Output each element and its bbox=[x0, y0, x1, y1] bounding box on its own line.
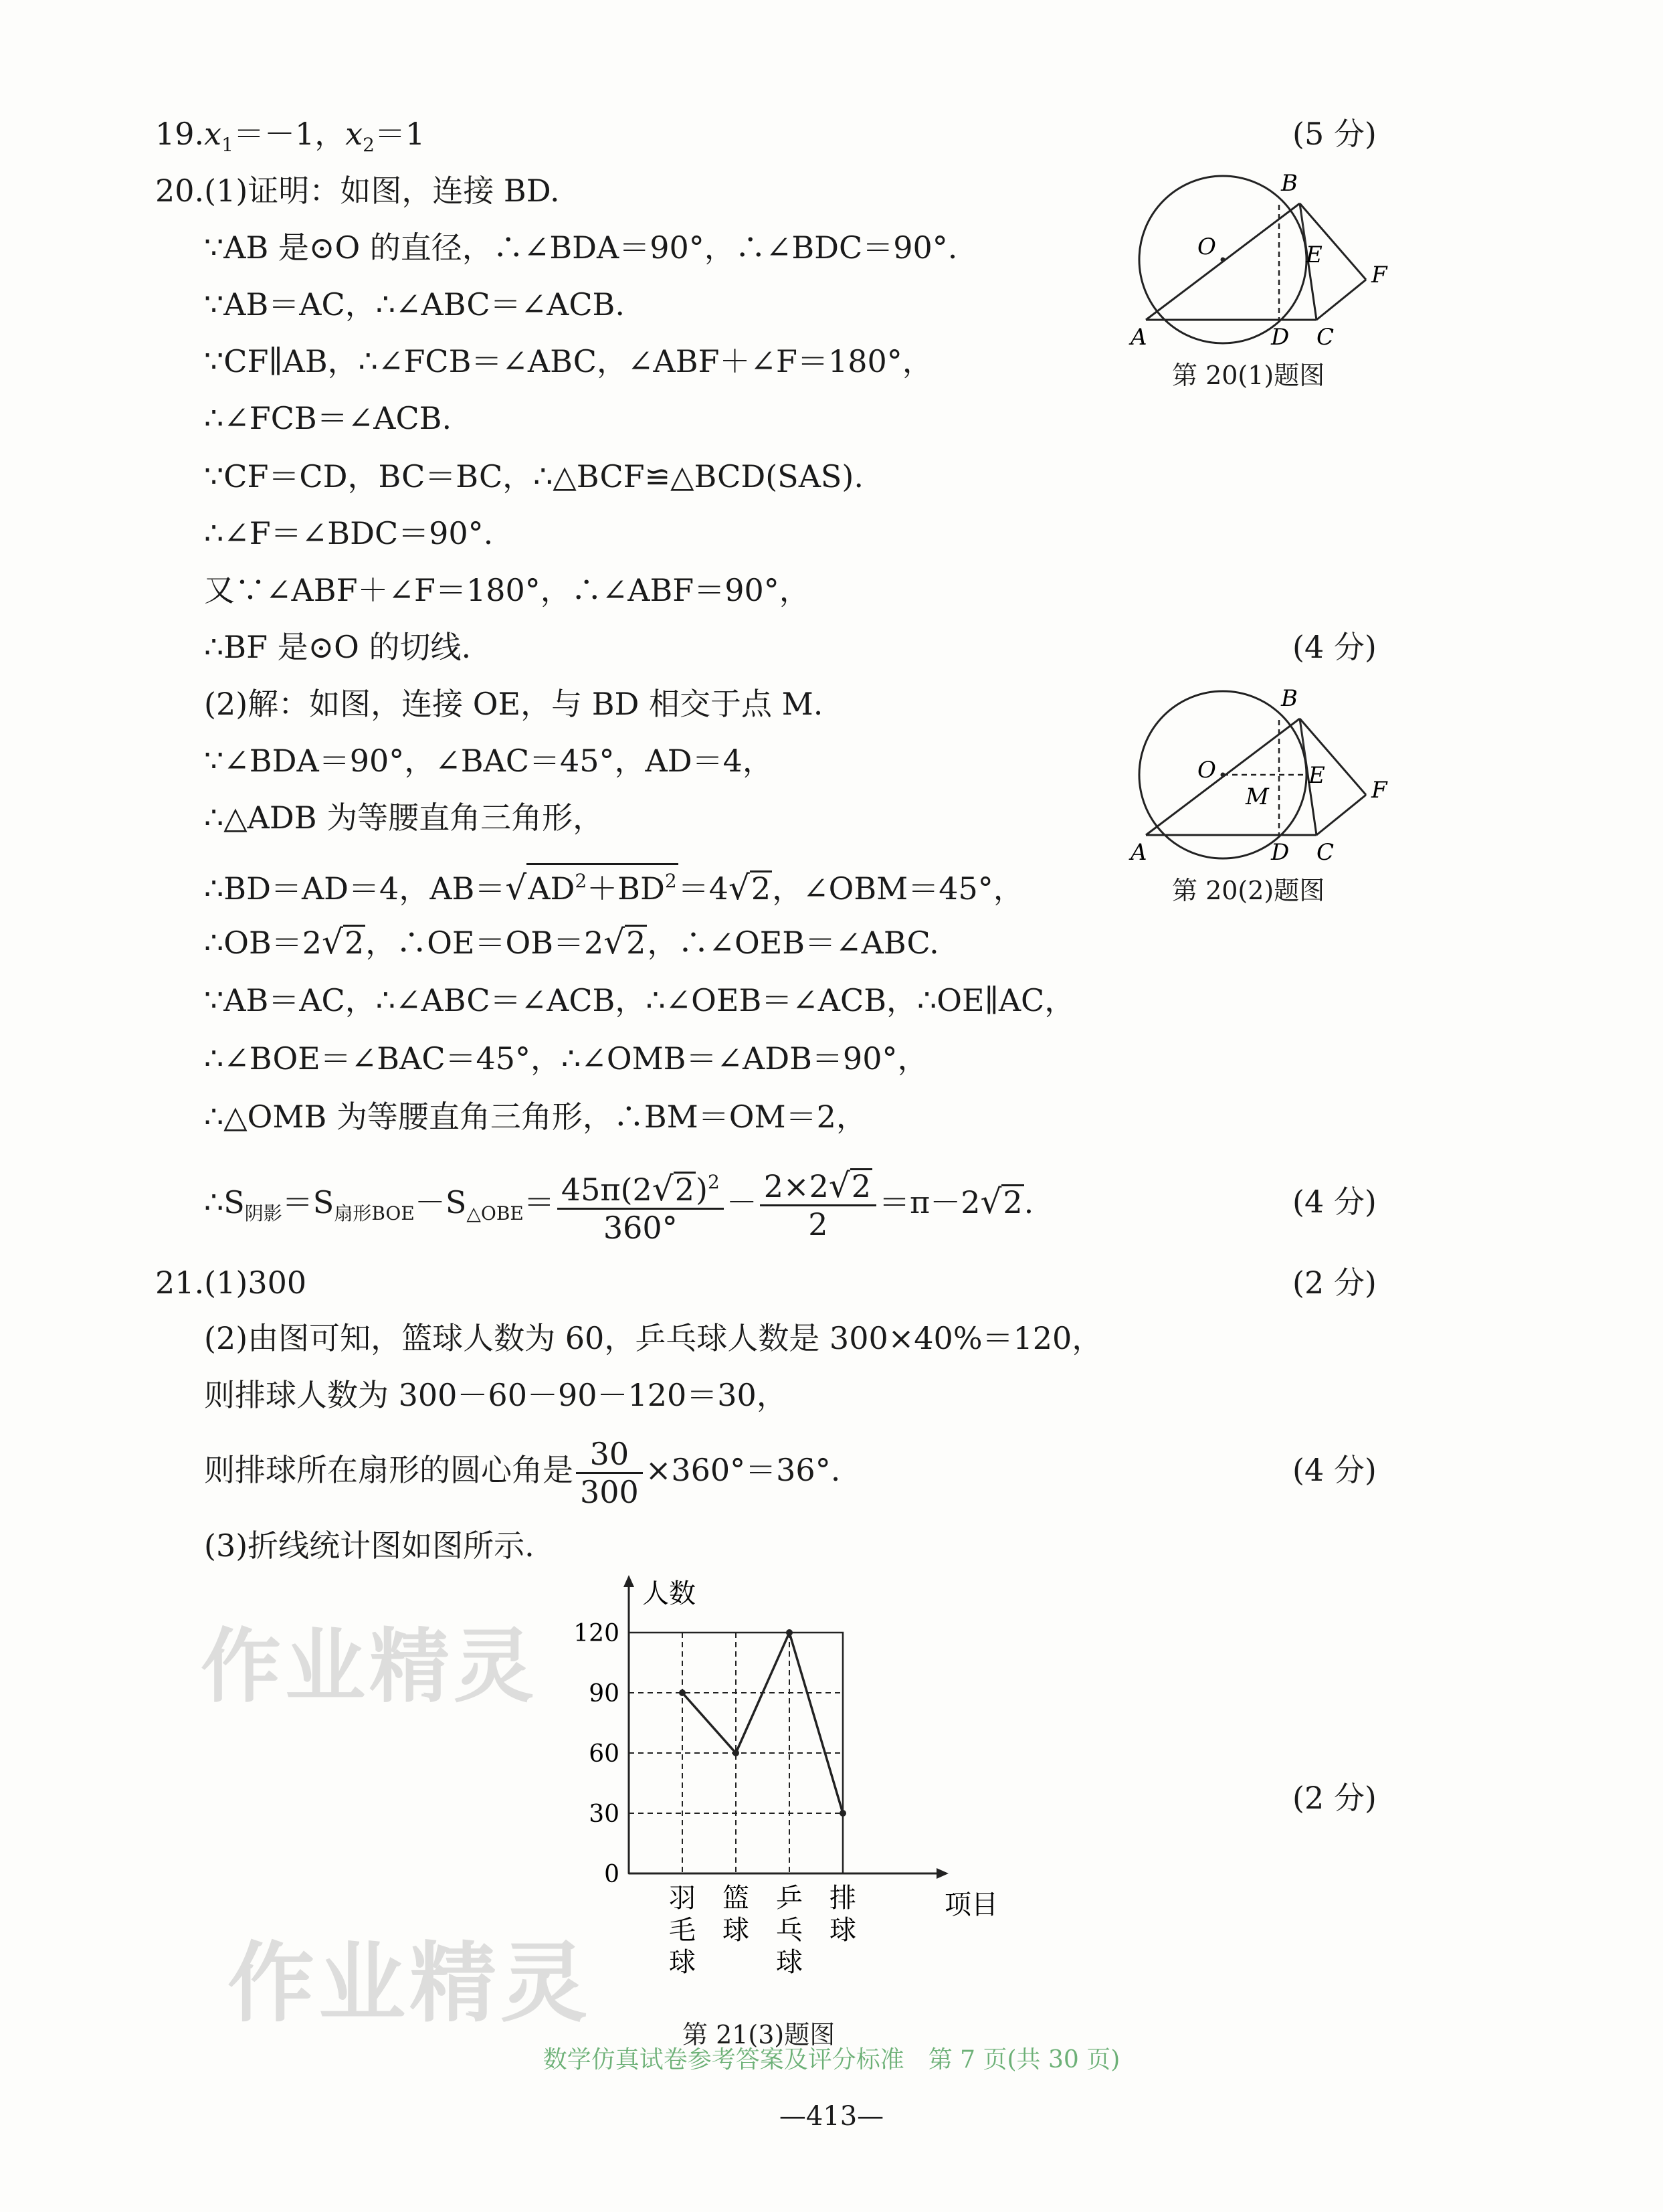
label-f: F bbox=[1371, 777, 1387, 804]
q20-p2-line7: ∴△OMB 为等腰直角三角形，∴BM＝OM＝2， bbox=[204, 1099, 867, 1135]
sqrt-expression bbox=[526, 863, 678, 905]
q20-p1-score: (4 分) bbox=[1292, 629, 1377, 665]
p2-l4-c: ，∴∠OEB＝∠ABC. bbox=[647, 925, 939, 961]
p2-l3-c: ，∠OBM＝45°， bbox=[772, 870, 1024, 907]
label-c: C bbox=[1316, 324, 1335, 351]
q20-p1-line8: ∴BF 是⊙O 的切线. bbox=[204, 629, 472, 665]
q21-p1-score: (2 分) bbox=[1292, 1265, 1377, 1301]
q20-p1-line3: ∵CF∥AB，∴∠FCB＝∠ABC，∠ABF＋∠F＝180°， bbox=[204, 343, 933, 379]
q21-line1: 21.(1)300 bbox=[155, 1265, 307, 1301]
label-d: D bbox=[1271, 839, 1290, 866]
sqrt-two: 2 bbox=[626, 925, 646, 961]
x-tick-label-char: 乒 bbox=[776, 1883, 803, 1914]
x2-var: x bbox=[345, 116, 363, 152]
q20-p2-line5: ∵AB＝AC，∴∠ABC＝∠ACB，∴∠OEB＝∠ACB，∴OE∥AC， bbox=[204, 982, 1076, 1018]
x-tick-label-char: 排 bbox=[829, 1883, 856, 1914]
q20-p2-score: (4 分) bbox=[1292, 1184, 1377, 1220]
q21-line3: 则排球人数为 300－60－90－120＝30， bbox=[204, 1377, 787, 1413]
f1-sqrt: 2 bbox=[674, 1172, 694, 1208]
x-tick-label-char: 球 bbox=[776, 1947, 803, 1978]
triangle-fraction bbox=[760, 1168, 876, 1242]
x1-value: ＝－1， bbox=[233, 116, 346, 152]
center-o bbox=[1221, 773, 1226, 777]
x1-var: x bbox=[204, 116, 222, 152]
x2-sub: 2 bbox=[363, 134, 375, 156]
segment-cf bbox=[1316, 280, 1366, 320]
watermark-2: 作业精灵 bbox=[227, 1932, 592, 2034]
label-o: O bbox=[1197, 757, 1216, 784]
q20-p1-line4: ∴∠FCB＝∠ACB. bbox=[204, 400, 452, 436]
q21-p2-score: (4 分) bbox=[1292, 1452, 1377, 1488]
q19-number: 19. bbox=[155, 116, 205, 152]
area-minus: －S bbox=[414, 1184, 467, 1220]
y-tick-label: 120 bbox=[573, 1620, 619, 1647]
footer-text: 数学仿真试卷参考答案及评分标准 第 7 页(共 30 页) bbox=[543, 2046, 1120, 2073]
q21-l4-b: ×360°＝36°. bbox=[645, 1452, 841, 1488]
x-tick-label-char: 羽 bbox=[669, 1883, 696, 1914]
y-tick-label: 90 bbox=[589, 1680, 619, 1708]
chart-caption: 第 21(3)题图 bbox=[682, 2020, 836, 2049]
q20-p2-line3 bbox=[204, 863, 1024, 907]
area-sub-triangle: △OBE bbox=[466, 1202, 524, 1224]
area-end: . bbox=[1023, 1184, 1034, 1220]
figure-20-1-caption: 第 20(1)题图 bbox=[1172, 361, 1325, 390]
x-tick-label-char: 球 bbox=[722, 1915, 749, 1946]
label-a: A bbox=[1131, 324, 1147, 351]
data-point bbox=[679, 1689, 686, 1696]
p2-l3-b: ＝4 bbox=[678, 870, 728, 907]
label-a: A bbox=[1131, 839, 1147, 866]
q20-p1-intro: 20.(1)证明：如图，连接 BD. bbox=[155, 173, 560, 209]
label-e: E bbox=[1308, 762, 1325, 789]
area-s: ∴S bbox=[204, 1184, 245, 1220]
q20-p1-line5: ∵CF＝CD，BC＝BC，∴△BCF≌△BCD(SAS). bbox=[204, 458, 864, 494]
sector-fraction bbox=[557, 1164, 724, 1246]
sqrt-two: 2 bbox=[751, 870, 771, 907]
radical-sign: √ bbox=[603, 923, 625, 961]
data-point bbox=[732, 1750, 739, 1756]
angle-fraction-den: 300 bbox=[580, 1473, 639, 1510]
q21-l4-a: 则排球所在扇形的圆心角是 bbox=[204, 1452, 573, 1488]
q19-answer bbox=[155, 114, 425, 154]
p2-l4-a: ∴OB＝2 bbox=[204, 925, 322, 961]
x-axis-arrow bbox=[937, 1868, 949, 1879]
y-tick-label: 30 bbox=[589, 1801, 619, 1828]
q20-p1-line6: ∴∠F＝∠BDC＝90°. bbox=[204, 515, 494, 551]
sqrt-bd-exp: 2 bbox=[664, 870, 677, 892]
q20-p2-intro: (2)解：如图，连接 OE，与 BD 相交于点 M. bbox=[204, 686, 823, 722]
y-axis-arrow bbox=[623, 1575, 634, 1587]
f1-num-b: ) bbox=[695, 1172, 708, 1208]
series-line bbox=[682, 1633, 843, 1813]
radical-sign: √ bbox=[728, 868, 750, 907]
angle-fraction-num: 30 bbox=[576, 1436, 643, 1474]
watermark-1: 作业精灵 bbox=[201, 1621, 538, 1714]
q20-p2-line6: ∴∠BOE＝∠BAC＝45°，∴∠OMB＝∠ADB＝90°， bbox=[204, 1040, 928, 1077]
f1-num-exp: 2 bbox=[707, 1171, 720, 1193]
x-tick-label-char: 球 bbox=[829, 1915, 856, 1946]
sector-fraction-num bbox=[557, 1164, 724, 1210]
angle-fraction bbox=[576, 1436, 643, 1510]
area-minus2: － bbox=[726, 1184, 757, 1220]
p2-l3-a: ∴BD＝AD＝4，AB＝ bbox=[204, 870, 506, 907]
sector-fraction-den: 360° bbox=[603, 1210, 678, 1246]
x-tick-label-char: 球 bbox=[669, 1947, 696, 1978]
sqrt-ad: AD bbox=[528, 870, 575, 907]
radical-sign: √ bbox=[828, 1166, 850, 1205]
radical-sign: √ bbox=[505, 868, 527, 907]
figure-20-1 bbox=[1104, 161, 1411, 388]
label-f: F bbox=[1371, 262, 1387, 288]
data-point bbox=[840, 1810, 846, 1817]
y-tick-label: 60 bbox=[589, 1740, 619, 1768]
area-sub-sector: 扇形BOE bbox=[334, 1202, 415, 1224]
sqrt-bd: ＋BD bbox=[587, 870, 665, 907]
q21-p3-score: (2 分) bbox=[1292, 1780, 1377, 1816]
f2-sqrt: 2 bbox=[851, 1168, 871, 1204]
area-result: ＝π－2 bbox=[879, 1184, 981, 1220]
result-sqrt: 2 bbox=[1003, 1184, 1023, 1220]
f2-num-a: 2×2 bbox=[763, 1168, 829, 1204]
segment-cf bbox=[1316, 795, 1366, 835]
y-tick-label: 0 bbox=[604, 1861, 619, 1888]
radical-sign: √ bbox=[322, 923, 343, 961]
area-eq2: ＝ bbox=[523, 1184, 555, 1220]
f1-num-a: 45π(2 bbox=[561, 1172, 652, 1208]
area-sub-shade: 阴影 bbox=[244, 1202, 282, 1224]
y-axis-title: 人数 bbox=[642, 1578, 696, 1609]
label-e: E bbox=[1306, 242, 1323, 268]
triangle-fraction-num bbox=[760, 1168, 876, 1206]
q20-p2-line4 bbox=[204, 922, 939, 962]
x-tick-label-char: 毛 bbox=[669, 1915, 696, 1946]
line-chart bbox=[549, 1566, 998, 2034]
q20-p1-line2: ∵AB＝AC，∴∠ABC＝∠ACB. bbox=[204, 286, 625, 322]
label-m: M bbox=[1246, 784, 1269, 810]
sqrt-two: 2 bbox=[344, 925, 365, 961]
triangle-fraction-den: 2 bbox=[808, 1206, 828, 1242]
q20-p1-line1: ∵AB 是⊙O 的直径，∴∠BDA＝90°，∴∠BDC＝90°. bbox=[204, 229, 958, 266]
p2-l4-b: ，∴OE＝OB＝2 bbox=[365, 925, 604, 961]
figure-20-2-caption: 第 20(2)题图 bbox=[1172, 876, 1325, 905]
radical-sign: √ bbox=[980, 1182, 1002, 1221]
label-b: B bbox=[1281, 685, 1298, 712]
area-eq: ＝S bbox=[282, 1184, 334, 1220]
label-d: D bbox=[1271, 324, 1290, 351]
sqrt-ad-exp: 2 bbox=[575, 870, 587, 892]
q21-line4 bbox=[204, 1433, 841, 1510]
label-b: B bbox=[1281, 170, 1298, 197]
page-number: —413— bbox=[779, 2101, 884, 2132]
q20-p1-line7: 又∵∠ABF＋∠F＝180°，∴∠ABF＝90°， bbox=[204, 572, 810, 608]
q20-p2-line1: ∵∠BDA＝90°，∠BAC＝45°，AD＝4， bbox=[204, 743, 773, 779]
q21-line2: (2)由图可知，篮球人数为 60，乒乓球人数是 300×40%＝120， bbox=[204, 1320, 1103, 1356]
label-c: C bbox=[1316, 839, 1335, 866]
q20-p2-line8 bbox=[204, 1164, 1034, 1246]
x2-value: ＝1 bbox=[375, 116, 425, 152]
q19-score: (5 分) bbox=[1292, 116, 1377, 152]
data-point bbox=[786, 1629, 793, 1636]
x1-sub: 1 bbox=[221, 134, 233, 156]
x-axis-title: 项目 bbox=[945, 1890, 998, 1920]
figure-20-2 bbox=[1104, 676, 1411, 903]
q20-p2-line2: ∴△ADB 为等腰直角三角形， bbox=[204, 800, 604, 836]
x-tick-label-char: 乓 bbox=[776, 1915, 803, 1946]
q21-line5: (3)折线统计图如图所示. bbox=[204, 1528, 534, 1564]
label-o: O bbox=[1197, 234, 1216, 260]
x-tick-label-char: 篮 bbox=[722, 1883, 749, 1914]
center-o bbox=[1221, 258, 1226, 262]
radical-sign: √ bbox=[652, 1170, 674, 1208]
